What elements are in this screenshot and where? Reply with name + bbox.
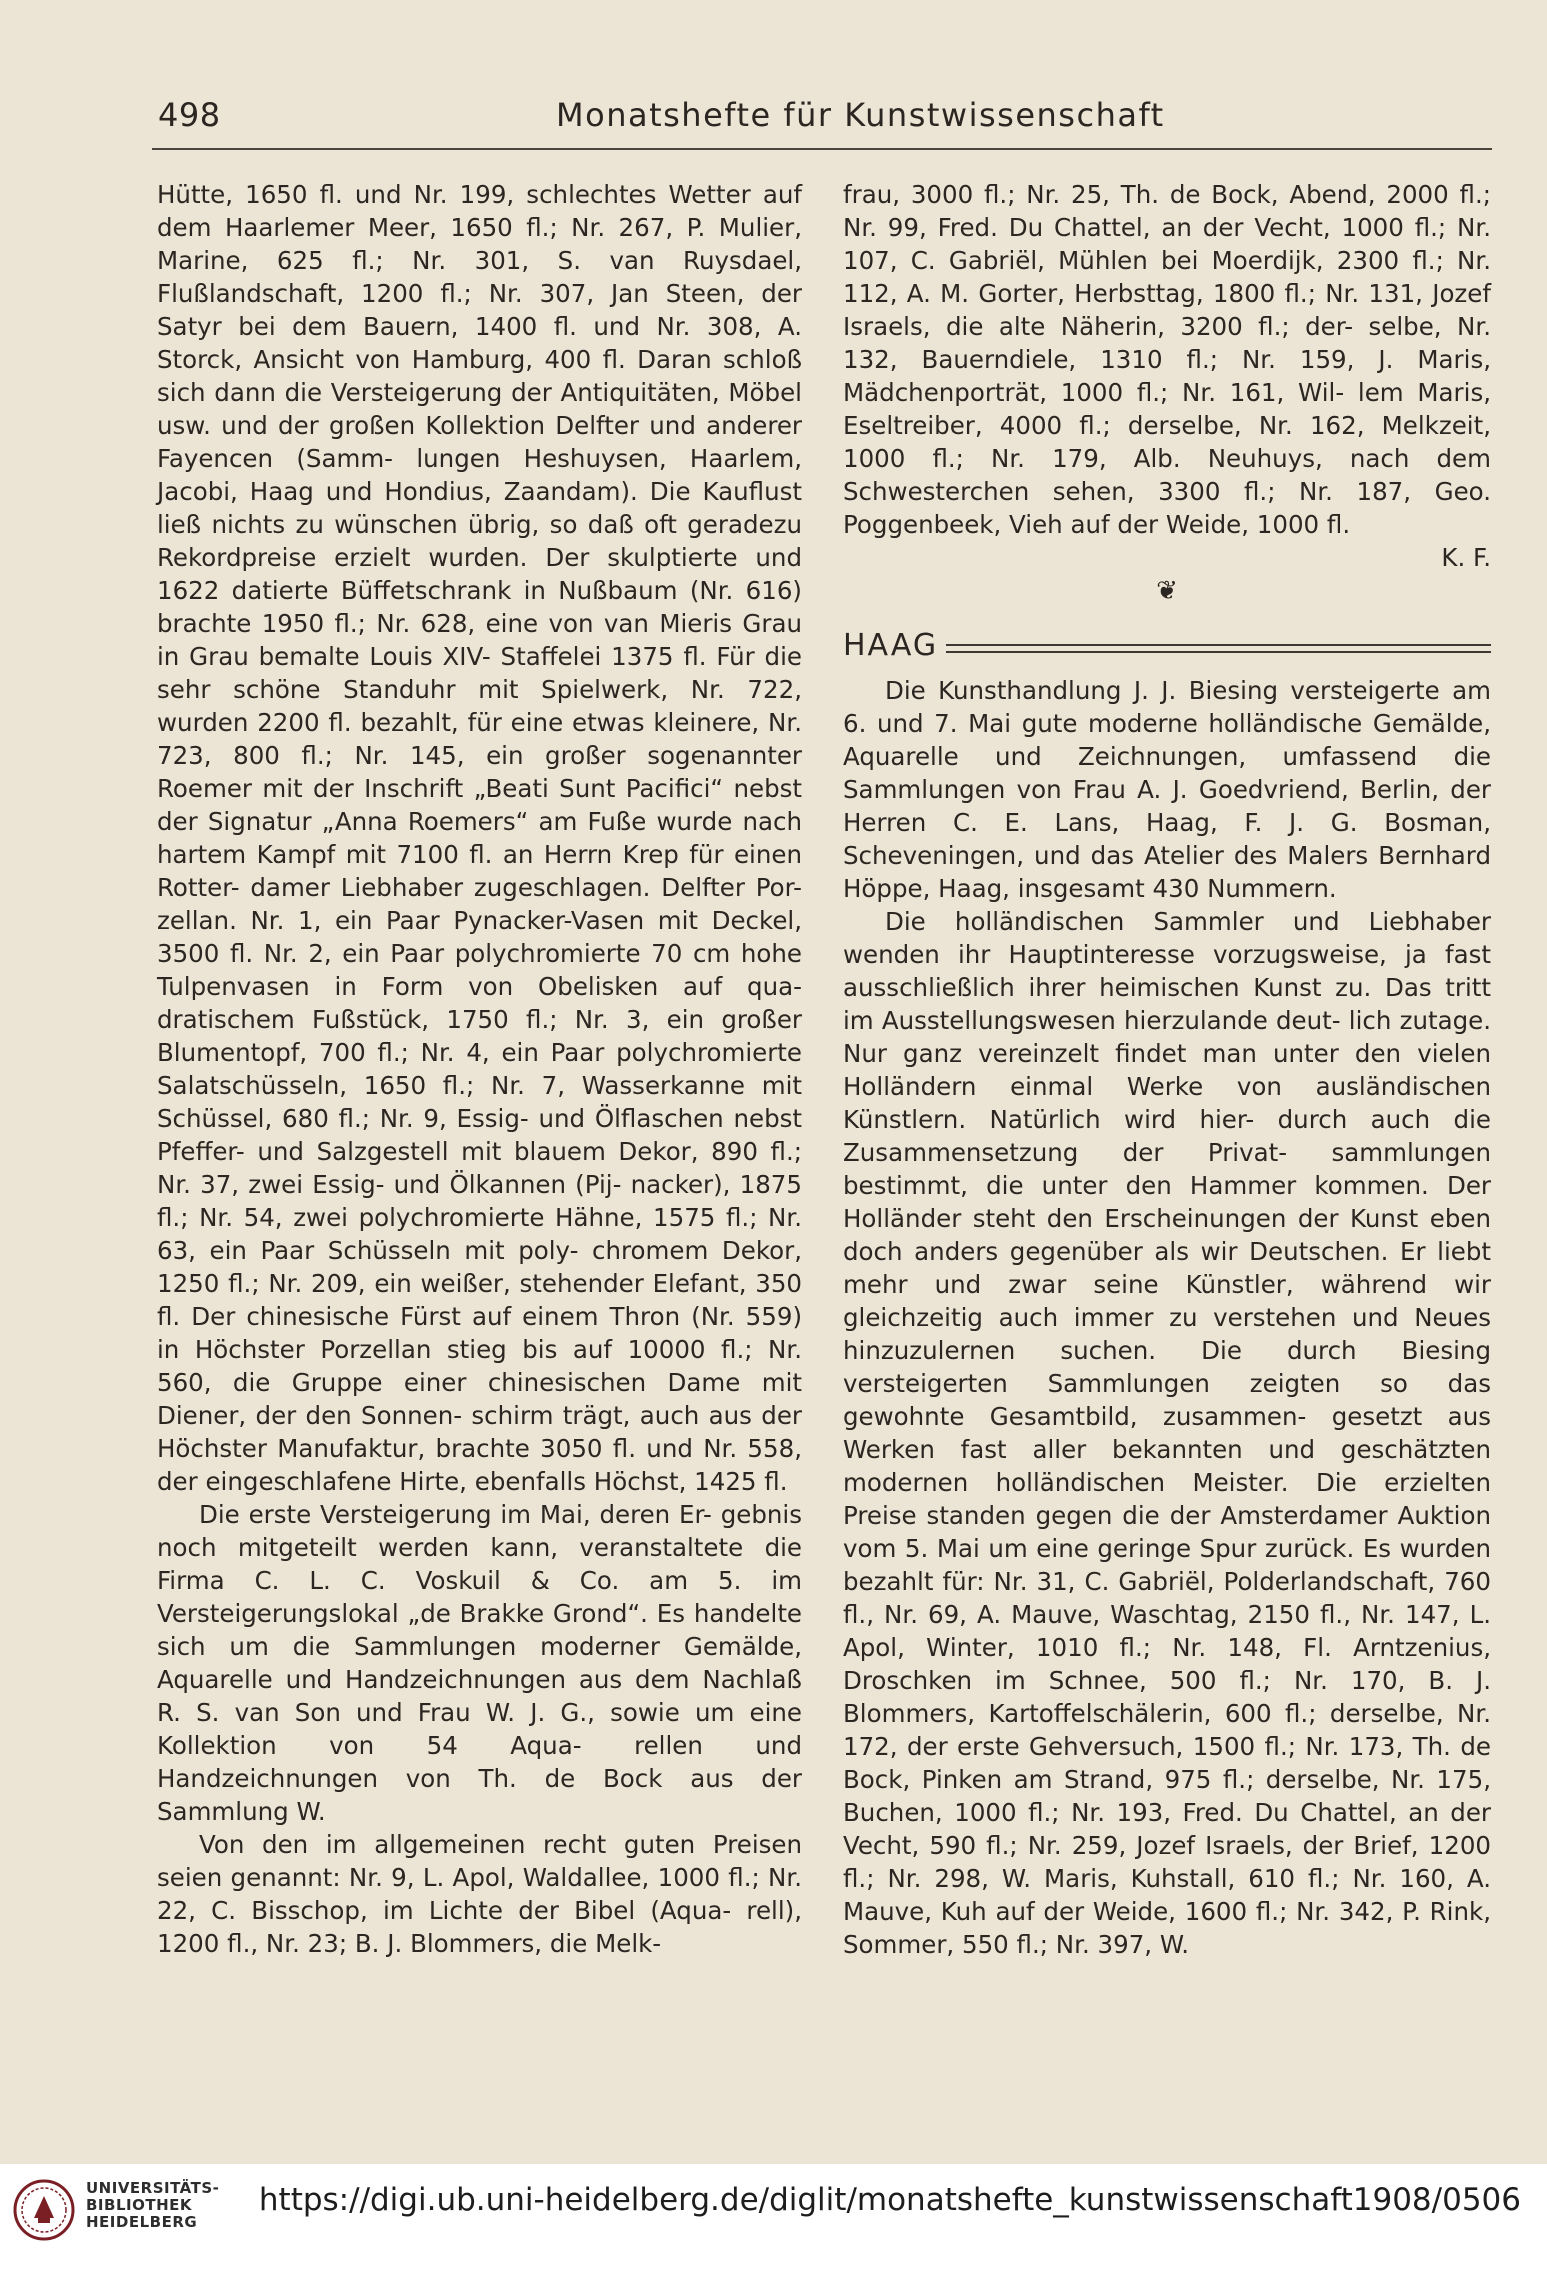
heading-double-rule bbox=[946, 644, 1491, 653]
paragraph-voskuil-auction bbox=[157, 1498, 802, 1828]
text-line: Arntzenius, Droschken im Schnee, 500 fl.; bbox=[843, 1633, 1491, 1695]
text-line: Die holländischen Sammler und Liebhaber bbox=[885, 907, 1491, 936]
text-line: schirm trägt, auch aus der Höchster Manufaktur, bbox=[157, 1401, 802, 1463]
text-line: Jan Steen, der Satyr bei dem Bauern, 1400 fl. bbox=[157, 279, 802, 341]
text-line: auf einem Thron (Nr. 559) in Höchster Porzellan bbox=[157, 1302, 803, 1364]
text-line: auf dem Haarlemer Meer, 1650 fl.; Nr. 267, bbox=[157, 180, 802, 242]
text-line: und 1622 datierte Büffetschrank in Nußbaum bbox=[157, 543, 802, 605]
text-line: Malers Bernhard Höppe, Haag, insgesamt bbox=[843, 841, 1491, 903]
text-line: Nr. 107, C. Gabriël, Mühlen bei Moerdijk, 2300 fl.; bbox=[843, 213, 1491, 275]
text-line: mit 7100 fl. an Herrn Krep für einen Rotter- bbox=[157, 840, 802, 902]
text-line: dem Schwesterchen sehen, 3300 fl.; Nr. 187, Geo. bbox=[843, 444, 1491, 506]
paragraph-prices bbox=[157, 1828, 802, 1960]
paragraph-dutch-collectors bbox=[843, 905, 1491, 1961]
paragraph-biesing-auction bbox=[843, 674, 1491, 905]
text-line: unter den vielen Holländern einmal Werke von bbox=[843, 1039, 1492, 1101]
paragraph-auction-results bbox=[157, 178, 802, 1498]
text-line: selbe, Nr. 132, Bauerndiele, 1310 fl.; Nr. 159, J. bbox=[843, 312, 1491, 374]
text-line: dratischem Fußstück, 1750 fl.; Nr. 3, ein großer bbox=[157, 1005, 802, 1034]
text-line: mit Spielwerk, Nr. 722, wurden 2200 fl. bezahlt, bbox=[157, 675, 802, 737]
text-line: Nr. 193, Fred. Du Chattel, an der Vecht, bbox=[843, 1798, 1491, 1860]
text-line: geschätzten modernen holländischen Meister. bbox=[843, 1435, 1491, 1497]
text-line: Schüssel, 680 fl.; Nr. 9, Essig- und Ölflaschen bbox=[157, 1104, 734, 1133]
text-line: Hirte, ebenfalls Höchst, 1425 fl. bbox=[399, 1467, 788, 1496]
text-line: zellan. Nr. 1, ein Paar Pynacker-Vasen mit Deckel, bbox=[157, 906, 802, 935]
text-line: Nr. 22, C. Bisschop, im Lichte der Bibel (Aqua- bbox=[157, 1863, 802, 1925]
text-line: Nr. 170, B. J. Blommers, Kartoffelschälerin, bbox=[843, 1666, 1491, 1728]
text-line: Tulpenvasen in Form von Obelisken auf qua- bbox=[157, 972, 802, 1001]
viewer-footer bbox=[0, 2164, 1547, 2282]
text-line: 890 fl.; Nr. 37, zwei Essig- und Ölkannen (Pij- bbox=[157, 1137, 802, 1199]
text-line: frau, 3000 fl.; Nr. 25, Th. de Bock, Abend, 2000 fl.; bbox=[843, 180, 1491, 209]
text-line: 1575 fl.; Nr. 63, ein Paar Schüsseln mit poly- bbox=[157, 1203, 802, 1265]
text-line: 3500 fl. Nr. 2, ein Paar polychromierte 70 cm hohe bbox=[157, 939, 802, 968]
text-line: Salatschüsseln, 1650 fl.; Nr. 7, Wasserkanne mit bbox=[157, 1071, 802, 1100]
library-name bbox=[86, 2180, 219, 2231]
text-line: gesetzt aus Werken fast aller bekannten und bbox=[843, 1402, 1491, 1464]
text-line: Blumentopf, 700 fl.; Nr. 4, ein Paar polychromierte bbox=[157, 1038, 802, 1067]
text-line: Melkzeit, 1000 fl.; Nr. 179, Alb. Neuhuys, nach bbox=[843, 411, 1491, 473]
text-line: Nr. 112, A. M. Gorter, Herbsttag, 1800 fl.; Nr. 131, bbox=[843, 246, 1491, 308]
text-line: die Firma C. L. C. Voskuil & Co. am 5. im bbox=[157, 1533, 802, 1595]
text-line: „Beati Sunt Pacifici“ nebst der Signatur „Anna bbox=[157, 774, 802, 836]
text-line: rell), 1200 fl., Nr. 23; B. J. Blommers, die Melk- bbox=[157, 1896, 802, 1958]
paragraph-continuation bbox=[843, 178, 1491, 541]
text-line: der Antiquitäten, Möbel usw. und der großen bbox=[157, 378, 802, 440]
text-line: Gemälde, Aquarelle und Zeichnungen, umfassend bbox=[843, 709, 1491, 771]
text-line: lem Maris, Eseltreiber, 4000 fl.; derselbe, Nr. 162, bbox=[843, 378, 1491, 440]
author-signature: K. F. bbox=[1441, 543, 1491, 572]
text-line: wenden ihr Hauptinteresse vorzugsweise, ja bbox=[843, 940, 1445, 969]
text-line: Staffelei 1375 fl. Für die sehr schöne Standuhr bbox=[157, 642, 802, 704]
text-line: Versteigerungslokal „de Brakke Grond“. Es bbox=[157, 1599, 694, 1628]
text-line: Gemälde, Aquarelle und Handzeichnungen bbox=[157, 1632, 802, 1694]
text-line: Bosman, Scheveningen, und das Atelier des bbox=[843, 808, 1491, 870]
text-line: Die durch Biesing versteigerten Sammlungen bbox=[843, 1336, 1491, 1398]
section-heading: HAAG bbox=[843, 627, 939, 663]
journal-title: Monatshefte für Kunstwissenschaft bbox=[556, 96, 1165, 134]
text-line: 1500 fl.; Nr. 173, Th. de Bock, Pinken am bbox=[843, 1732, 1491, 1794]
text-line: für eine etwas kleinere, Nr. 723, 800 fl.; Nr. 145, bbox=[157, 708, 802, 770]
text-line: Rekordpreise erzielt wurden. Der skulptierte bbox=[157, 543, 756, 572]
text-line: lich zutage. Nur ganz vereinzelt findet man bbox=[843, 1006, 1492, 1068]
text-line: Das tritt im Ausstellungswesen hierzulande deut- bbox=[843, 973, 1491, 1035]
text-line: gebnis noch mitgeteilt werden kann, veranstaltete bbox=[157, 1500, 802, 1562]
text-line: sammlungen bestimmt, die unter den Hammer bbox=[843, 1138, 1491, 1200]
text-line: Nr. 69, A. Mauve, Waschtag, 2150 fl., bbox=[884, 1600, 1362, 1629]
header-rule bbox=[152, 148, 1492, 150]
text-line: nichts zu wünschen übrig, so daß oft geradezu bbox=[211, 510, 802, 539]
library-name-line: UNIVERSITÄTS- bbox=[86, 2179, 220, 2197]
text-line: Die erste Versteigerung im Mai, deren Er- bbox=[199, 1500, 712, 1529]
text-line: chromem Dekor, 1250 fl.; Nr. 209, ein weißer, bbox=[157, 1236, 802, 1298]
text-line: rellen und Handzeichnungen von Th. de Bock bbox=[157, 1731, 802, 1793]
text-line: seien genannt: Nr. 9, L. Apol, Waldallee, 1000 fl.; bbox=[157, 1863, 769, 1892]
text-line: Roemers“ am Fuße wurde nach hartem Kampf bbox=[157, 807, 802, 869]
text-line: stieg bis auf 10000 fl.; Nr. 560, die Gruppe einer bbox=[157, 1335, 802, 1397]
text-line: Amsterdamer Auktion vom 5. Mai um eine bbox=[843, 1501, 1491, 1563]
text-line: 1200 fl.; Nr. 298, W. Maris, Kuhstall, 610 fl.; bbox=[843, 1831, 1491, 1893]
text-line: ein großer sogenannter Roemer mit der Inschrift bbox=[157, 741, 803, 803]
text-line: Maris, Mädchenporträt, 1000 fl.; Nr. 161, Wil- bbox=[843, 345, 1491, 407]
text-line: und Hondius, Zaandam). Die Kauflust ließ bbox=[157, 477, 802, 539]
text-line: Die erzielten Preise standen gegen die der bbox=[843, 1468, 1491, 1530]
text-line: kommen. Der Holländer steht den Erscheinungen bbox=[843, 1171, 1491, 1233]
text-line: van Mieris Grau in Grau bemalte Louis XIV- bbox=[157, 609, 802, 671]
text-line: aus dem Nachlaß R. S. van Son und Frau W. bbox=[157, 1665, 802, 1727]
text-line: Hütte, 1650 fl. und Nr. 199, schlechtes Wetter bbox=[157, 180, 763, 209]
text-line: und Nr. 308, A. Storck, Ansicht von Hamburg, bbox=[157, 312, 803, 374]
text-line: zeigten so das gewohnte Gesamtbild, zusammen- bbox=[843, 1369, 1491, 1431]
text-line: Nr. 31, C. Gabriël, Polderlandschaft, 760 fl., bbox=[843, 1567, 1491, 1629]
text-line: 400 fl. Daran schloß sich dann die Versteigerung bbox=[157, 345, 802, 407]
section-heading-row bbox=[843, 628, 1491, 662]
text-line: die Sammlungen von Frau A. J. Goedvriend, bbox=[843, 742, 1491, 804]
text-line: Nr. 147, L. Apol, Winter, 1010 fl.; Nr. 148, Fl. bbox=[843, 1600, 1492, 1662]
university-seal-icon bbox=[12, 2178, 76, 2242]
text-line: 600 fl.; derselbe, Nr. 172, der erste Gehversuch, bbox=[843, 1699, 1492, 1761]
permalink-url[interactable]: https://digi.ub.uni-heidelberg.de/diglit/monatshefte_kunstwissenschaft1908/0506 bbox=[258, 2182, 1521, 2218]
text-line: Strand, 975 fl.; derselbe, Nr. 175, Buchen, 1000 fl.; bbox=[843, 1765, 1491, 1827]
text-line: Deutschen. Er liebt mehr und zwar seine bbox=[843, 1237, 1491, 1299]
text-line: am 6. und 7. Mai gute moderne holländische bbox=[843, 676, 1491, 738]
text-line: Künstler, während wir gleichzeitig auch immer bbox=[843, 1270, 1491, 1332]
text-line: Poggenbeek, Vieh auf der Weide, 1000 fl. bbox=[843, 510, 1351, 539]
text-line: chinesischen Dame mit Diener, der den Sonnen- bbox=[157, 1368, 803, 1430]
text-line: 590 fl.; Nr. 259, Jozef Israels, der Brief, bbox=[929, 1831, 1429, 1860]
library-name-line: BIBLIOTHEK bbox=[86, 2196, 192, 2214]
text-line: geringe Spur zurück. Es wurden bezahlt für: bbox=[843, 1534, 1491, 1596]
text-line: Nr. 160, A. Mauve, Kuh auf der Weide, 1600 fl.; bbox=[843, 1864, 1492, 1926]
fleuron-icon: ❦ bbox=[1156, 576, 1178, 606]
text-line: fast ausschließlich ihrer heimischen Kunst zu. bbox=[843, 940, 1491, 1002]
text-line: Berlin, der Herren C. E. Lans, Haag, F. J. G. bbox=[843, 775, 1492, 837]
text-line: Ruysdael, Flußlandschaft, 1200 fl.; Nr. 307, bbox=[157, 246, 802, 308]
text-line: Von den im allgemeinen recht guten Preisen bbox=[199, 1830, 802, 1859]
text-line: J. G., sowie um eine Kollektion von 54 Aqua- bbox=[157, 1698, 802, 1760]
page-number: 498 bbox=[158, 96, 221, 134]
text-line: Die Kunsthandlung J. J. Biesing versteigerte bbox=[885, 676, 1453, 705]
text-line: der Kunst eben doch anders gegenüber als wir bbox=[843, 1204, 1491, 1266]
text-line: damer Liebhaber zugeschlagen. Delfter Por- bbox=[250, 873, 803, 902]
right-column bbox=[843, 178, 1491, 1961]
text-line: Jozef Israels, die alte Näherin, 3200 fl.; der- bbox=[843, 279, 1491, 341]
text-line: Nr. 342, P. Rink, Sommer, 550 fl.; Nr. 397, W. bbox=[843, 1897, 1491, 1959]
text-line: Kollektion Delfter und anderer Fayencen (Samm- bbox=[157, 411, 803, 473]
text-line: handelte sich um die Sammlungen moderner bbox=[157, 1599, 802, 1661]
text-line: durch auch die Zusammensetzung der Privat- bbox=[843, 1105, 1491, 1167]
text-line: aus der Sammlung W. bbox=[157, 1764, 802, 1826]
text-line: stehender Elefant, 350 fl. Der chinesische Fürst bbox=[157, 1269, 803, 1331]
text-line: brachte 3050 fl. und Nr. 558, der eingeschlafene bbox=[157, 1434, 802, 1496]
text-line: P. Mulier, Marine, 625 fl.; Nr. 301, S. van bbox=[157, 213, 802, 275]
text-line: ausländischen Künstlern. Natürlich wird hier- bbox=[843, 1072, 1491, 1134]
text-line: Nr. 99, Fred. Du Chattel, an der Vecht, 1000 fl.; bbox=[843, 213, 1458, 242]
text-line: nebst Pfeffer- und Salzgestell mit blauem Dekor, bbox=[157, 1104, 802, 1166]
text-line: nacker), 1875 fl.; Nr. 54, zwei polychromierte Hähne, bbox=[157, 1170, 802, 1232]
text-line: (Nr. 616) brachte 1950 fl.; Nr. 628, eine von bbox=[157, 576, 802, 638]
text-line: lungen Heshuysen, Haarlem, Jacobi, Haag bbox=[157, 444, 802, 506]
text-line: 430 Nummern. bbox=[1152, 874, 1337, 903]
library-name-line: HEIDELBERG bbox=[86, 2213, 198, 2231]
left-column bbox=[157, 178, 802, 1960]
text-line: zu verstehen und Neues hinzuzulernen suchen. bbox=[843, 1303, 1491, 1365]
